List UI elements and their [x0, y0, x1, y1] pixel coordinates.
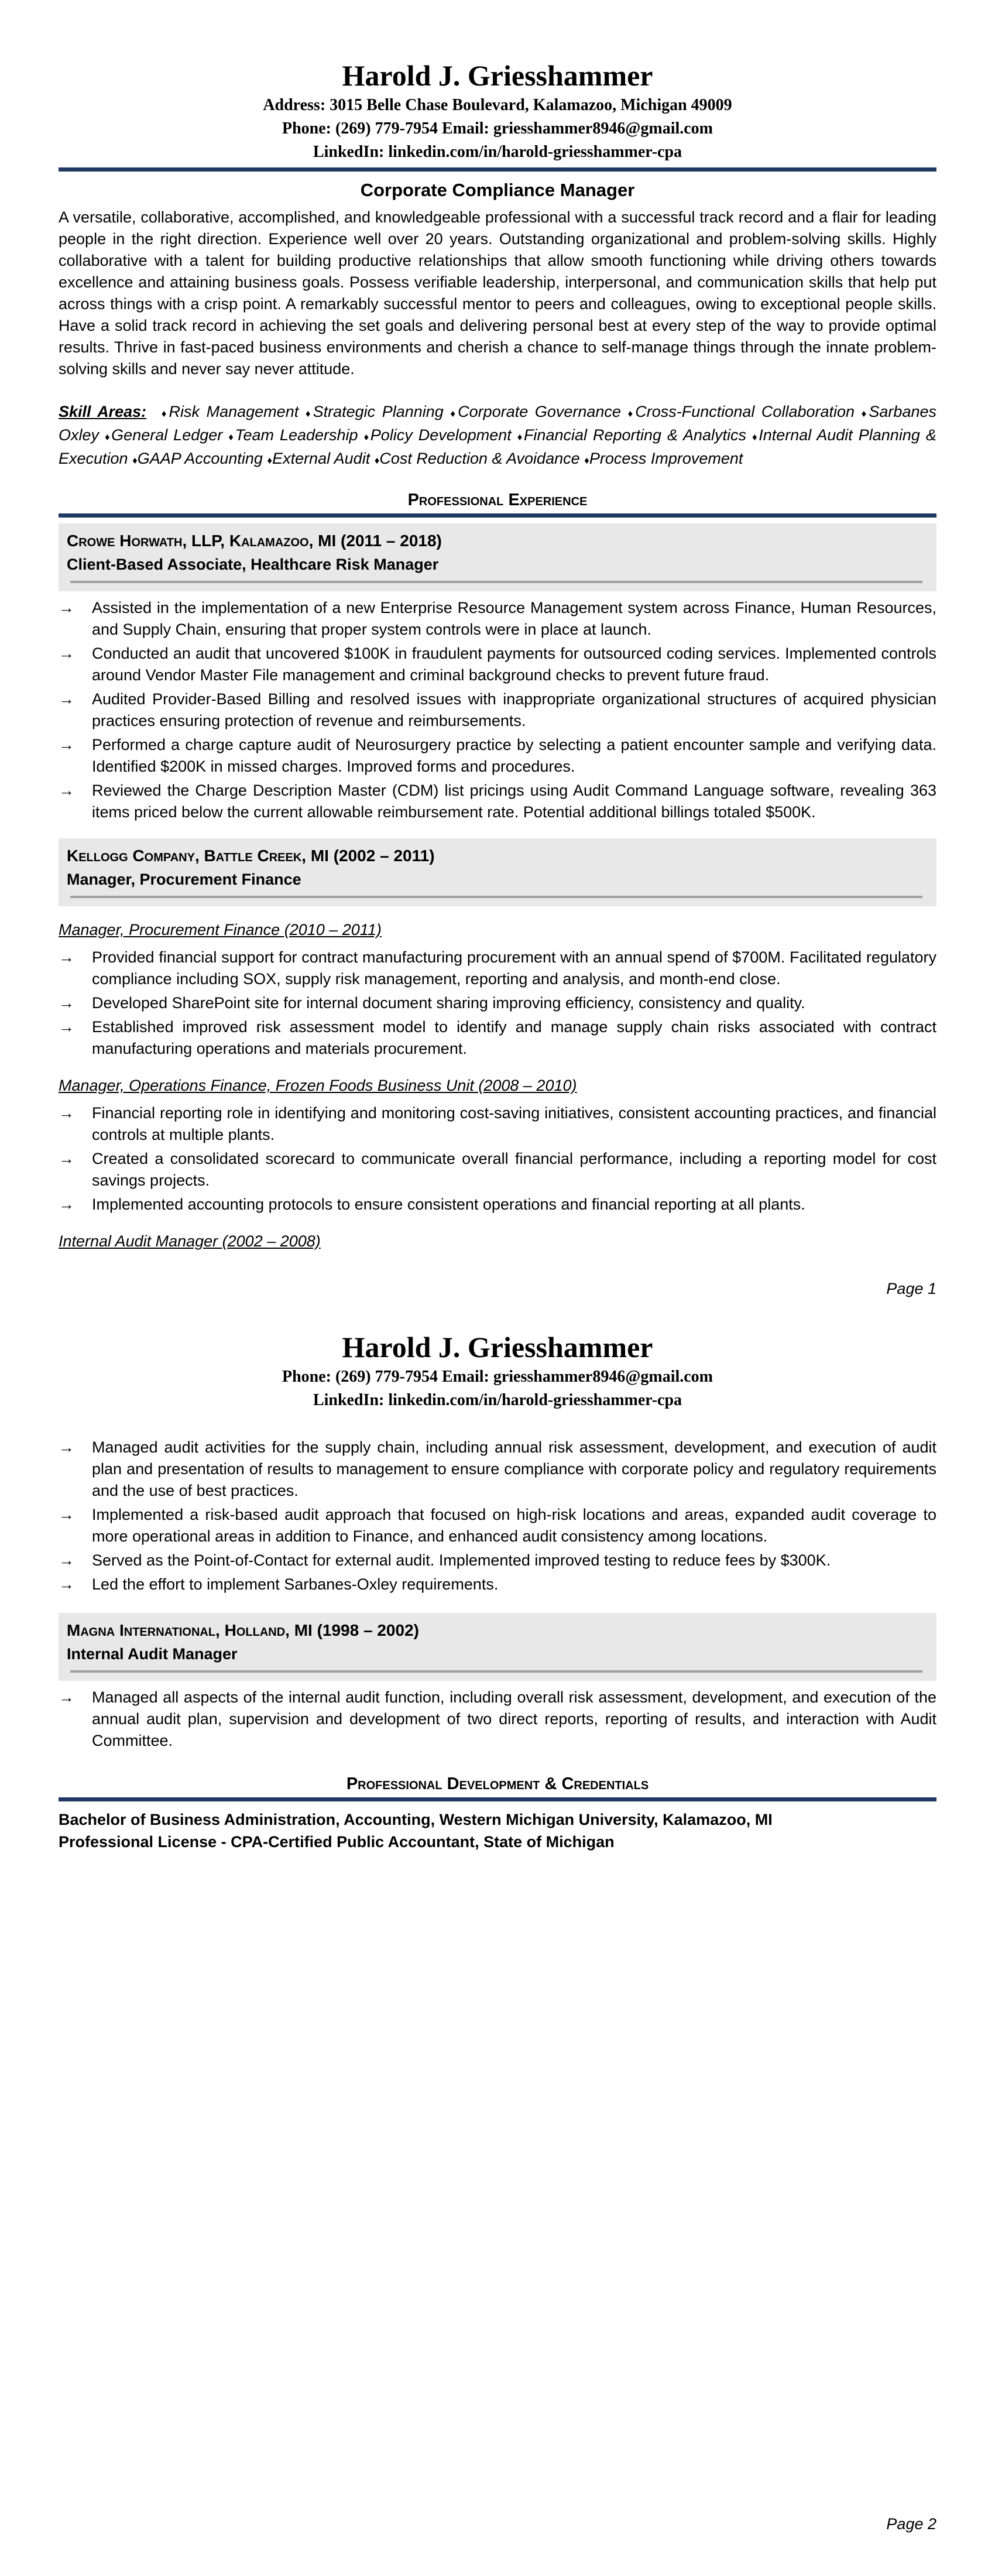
skill-item-label: Policy Development [370, 426, 512, 444]
subrole-heading-operations-finance: Manager, Operations Finance, Frozen Foods Business Unit (2008 – 2010) [59, 1077, 577, 1094]
crowe-bullet-list [59, 597, 936, 823]
bullet-item [59, 1102, 936, 1146]
skill-item-label: External Audit [272, 450, 370, 467]
skill-item-label: Team Leadership [235, 426, 358, 444]
resume-title: Corporate Compliance Manager [360, 180, 635, 200]
skill-item [584, 450, 743, 467]
procurement-finance-bullet-list [59, 947, 936, 1060]
arrow-bullet-icon: → [59, 948, 74, 966]
skill-item-label: Cross-Functional Collaboration [635, 403, 855, 420]
arrow-bullet-icon: → [59, 782, 74, 799]
diamond-bullet-icon: ♦ [267, 455, 273, 466]
company-role: Manager, Procurement Finance [67, 871, 301, 888]
linkedin-line: LinkedIn: linkedin.com/in/harold-griesshammer-cpa [313, 1391, 682, 1409]
skill-item [132, 450, 263, 467]
diamond-bullet-icon: ♦ [752, 431, 759, 443]
bullet-item [59, 643, 936, 686]
skill-item-label: Sarbanes Oxley [59, 403, 936, 444]
bullet-text: Served as the Point-of-Contact for external audit. Implemented improved testing to reduce fees by $300K. [92, 1551, 831, 1569]
company-role: Internal Audit Manager [67, 1645, 238, 1663]
credential-line: Professional License - CPA-Certified Public Accountant, State of Michigan [59, 1833, 615, 1851]
credential-line: Bachelor of Business Administration, Accounting, Western Michigan University, Kalamazoo, MI [59, 1811, 773, 1828]
arrow-bullet-icon: → [59, 736, 74, 753]
header-divider-rule [59, 167, 936, 172]
company-name: Magna International, Holland, MI (1998 – 2002) [67, 1621, 419, 1639]
magna-bullet-list [59, 1687, 936, 1752]
diamond-bullet-icon: ♦ [105, 431, 112, 443]
bullet-item [59, 688, 936, 732]
company-box-shadow-divider [70, 581, 922, 587]
diamond-bullet-icon: ♦ [861, 408, 869, 419]
page-1-footer: Page 1 [886, 1280, 936, 1297]
company-name: Kellogg Company, Battle Creek, MI (2002 – 2011) [67, 847, 435, 865]
credentials-lines [59, 1808, 936, 1853]
page-1 [59, 0, 936, 1300]
skill-item [228, 426, 358, 444]
bullet-text: Created a consolidated scorecard to communicate overall financial performance, including a reporting model for cost savings projects. [92, 1150, 936, 1189]
operations-finance-bullet-list [59, 1102, 936, 1215]
bullet-item [59, 947, 936, 990]
summary-paragraph: A versatile, collaborative, accomplished, and knowledgeable professional with a successful track record and a flair for leading people in the right direction. Experience well over 20 years. Outstanding organizational and problem-solving skills. Highly collaborative with a talent for building productive relationships that allow smooth functioning while driving others towards excellence and attaining business goals. Possess verifiable leadership, interpersonal, and communication skills that help put across things with a crisp point. A remarkably successful mentor to peers and colleagues, owing to exceptional people skills. Have a solid track record in achieving the set goals and delivering personal best at every step of the way to provide optimal results. Thrive in fast-paced business environments and cherish a chance to self-manage things through the innate problem-solving skills and never say never attitude. [59, 208, 936, 378]
skill-item [517, 426, 746, 444]
company-box-shadow-divider [70, 896, 922, 902]
skill-item [162, 403, 298, 420]
skill-item [105, 426, 222, 444]
bullet-item [59, 992, 936, 1014]
bullet-item [59, 1016, 936, 1060]
arrow-bullet-icon: → [59, 690, 74, 708]
skill-item-label: Risk Management [169, 403, 299, 420]
diamond-bullet-icon: ♦ [627, 408, 636, 419]
address-line: Address: 3015 Belle Chase Boulevard, Kalamazoo, Michigan 49009 [263, 96, 732, 114]
bullet-text: Managed audit activities for the supply chain, including annual risk assessment, development, and execution of audit plan and presentation of results to management to ensure compliance with corporate policy and regulatory requirements and the use of best practices. [92, 1438, 936, 1499]
bullet-item [59, 1194, 936, 1215]
diamond-bullet-icon: ♦ [584, 455, 589, 466]
skill-item [306, 403, 444, 420]
internal-audit-continuation-bullet-list [59, 1437, 936, 1595]
bullet-text: Financial reporting role in identifying and monitoring cost-saving initiatives, consistent accounting practices, and financial controls at multiple plants. [92, 1104, 936, 1143]
skill-item-label: General Ledger [111, 426, 223, 444]
linkedin-line: LinkedIn: linkedin.com/in/harold-griesshammer-cpa [313, 143, 682, 161]
arrow-bullet-icon: → [59, 1018, 74, 1036]
diamond-bullet-icon: ♦ [305, 408, 313, 419]
arrow-bullet-icon: → [59, 1104, 74, 1122]
company-box-kellogg [59, 838, 936, 906]
section-divider-rule [59, 1797, 936, 1801]
bullet-text: Assisted in the implementation of a new Enterprise Resource Management system across Finance, Human Resources, and Supply Chain, ensuring that proper system controls were in place at launch. [92, 599, 936, 638]
bullet-text: Performed a charge capture audit of Neurosurgery practice by selecting a patient encounter sample and verifying data. Identified $200K in missed charges. Improved forms and procedures. [92, 736, 936, 775]
bullet-item [59, 1550, 936, 1571]
bullet-text: Conducted an audit that uncovered $100K in fraudulent payments for outsourced coding services. Implemented controls around Vendor Master File management and criminal background checks to prevent future fraud. [92, 645, 936, 684]
bullet-text: Implemented a risk-based audit approach that focused on high-risk locations and areas, expanded audit coverage to more operational areas in addition to Finance, and enhanced audit consistency among locations. [92, 1506, 936, 1545]
page-2 [59, 1329, 936, 1853]
diamond-bullet-icon: ♦ [517, 431, 524, 443]
section-heading-credentials: Professional Development & Credentials [346, 1775, 649, 1793]
skill-item-label: Process Improvement [589, 450, 743, 467]
company-box-shadow-divider [70, 1670, 922, 1676]
arrow-bullet-icon: → [59, 1575, 74, 1593]
bullet-text: Reviewed the Charge Description Master (CDM) list pricings using Audit Command Language software, revealing 363 items priced below the current allowable reimbursement rate. Potential additional billings totaled $500K. [92, 782, 936, 821]
diamond-bullet-icon: ♦ [450, 408, 458, 419]
section-heading-professional-experience: Professional Experience [407, 491, 588, 509]
skill-item [267, 450, 370, 467]
bullet-text: Provided financial support for contract manufacturing procurement with an annual spend of $700M. Facilitated regulatory compliance including SOX, supply risk management, reporting and analysis, and month-end close. [92, 948, 936, 988]
diamond-bullet-icon: ♦ [228, 431, 235, 443]
skill-item [628, 403, 855, 420]
bullet-item [59, 597, 936, 640]
diamond-bullet-icon: ♦ [161, 408, 169, 419]
phone-email-line: Phone: (269) 779-7954 Email: griesshammer8946@gmail.com [282, 1368, 713, 1386]
bullet-item [59, 1687, 936, 1752]
section-divider-rule [59, 513, 936, 518]
diamond-bullet-icon: ♦ [374, 455, 380, 466]
arrow-bullet-icon: → [59, 1551, 74, 1569]
skill-areas-paragraph [59, 401, 936, 471]
bullet-text: Audited Provider-Based Billing and resolved issues with inappropriate organizational structures of acquired physician practices ensuring protection of revenue and reimbursements. [92, 690, 936, 729]
bullet-item [59, 1504, 936, 1547]
phone-email-line: Phone: (269) 779-7954 Email: griesshammer8946@gmail.com [282, 119, 713, 138]
arrow-bullet-icon: → [59, 599, 74, 616]
company-box-magna [59, 1613, 936, 1681]
bullet-text: Managed all aspects of the internal audit function, including overall risk assessment, development, and execution of the annual audit plan, supervision and development of two direct reports, reporting of results, and interaction with Audit Committee. [92, 1688, 936, 1749]
subrole-heading-internal-audit-manager: Internal Audit Manager (2002 – 2008) [59, 1232, 321, 1250]
bullet-item [59, 734, 936, 777]
arrow-bullet-icon: → [59, 1688, 74, 1706]
diamond-bullet-icon: ♦ [363, 431, 370, 443]
arrow-bullet-icon: → [59, 1506, 74, 1523]
bullet-text: Led the effort to implement Sarbanes-Oxley requirements. [92, 1575, 499, 1593]
bullet-item [59, 1148, 936, 1191]
skill-item-label: Financial Reporting & Analytics [523, 426, 747, 444]
bullet-text: Developed SharePoint site for internal document sharing improving efficiency, consistency and quality. [92, 994, 805, 1012]
skill-item-label: Cost Reduction & Avoidance [379, 450, 580, 467]
skill-item [375, 450, 580, 467]
company-box-crowe-horwath [59, 523, 936, 591]
bullet-text: Implemented accounting protocols to ensure consistent operations and financial reporting at all plants. [92, 1195, 805, 1213]
page-2-footer: Page 2 [886, 2515, 936, 2533]
subrole-heading-procurement-finance: Manager, Procurement Finance (2010 – 2011) [59, 921, 382, 938]
diamond-bullet-icon: ♦ [132, 455, 138, 466]
candidate-name: Harold J. Griesshammer [342, 59, 653, 92]
bullet-item [59, 1437, 936, 1502]
skill-item-label: Internal Audit Planning & Execution [59, 426, 936, 467]
arrow-bullet-icon: → [59, 1195, 74, 1213]
bullet-text: Established improved risk assessment model to identify and manage supply chain risks associated with contract manufacturing operations and materials procurement. [92, 1018, 936, 1057]
skill-item-label: GAAP Accounting [137, 450, 263, 467]
skill-item-label: Corporate Governance [458, 403, 621, 420]
arrow-bullet-icon: → [59, 645, 74, 662]
arrow-bullet-icon: → [59, 994, 74, 1012]
arrow-bullet-icon: → [59, 1438, 74, 1456]
arrow-bullet-icon: → [59, 1150, 74, 1167]
company-role: Client-Based Associate, Healthcare Risk Manager [67, 556, 439, 573]
skill-item-label: Strategic Planning [313, 403, 444, 420]
skill-areas-label: Skill Areas: [59, 403, 147, 420]
skill-item [450, 403, 621, 420]
skill-item [364, 426, 512, 444]
company-name: Crowe Horwath, LLP, Kalamazoo, MI (2011 – 2018) [67, 532, 442, 550]
candidate-name: Harold J. Griesshammer [342, 1331, 653, 1364]
bullet-item [59, 780, 936, 823]
bullet-item [59, 1574, 936, 1595]
